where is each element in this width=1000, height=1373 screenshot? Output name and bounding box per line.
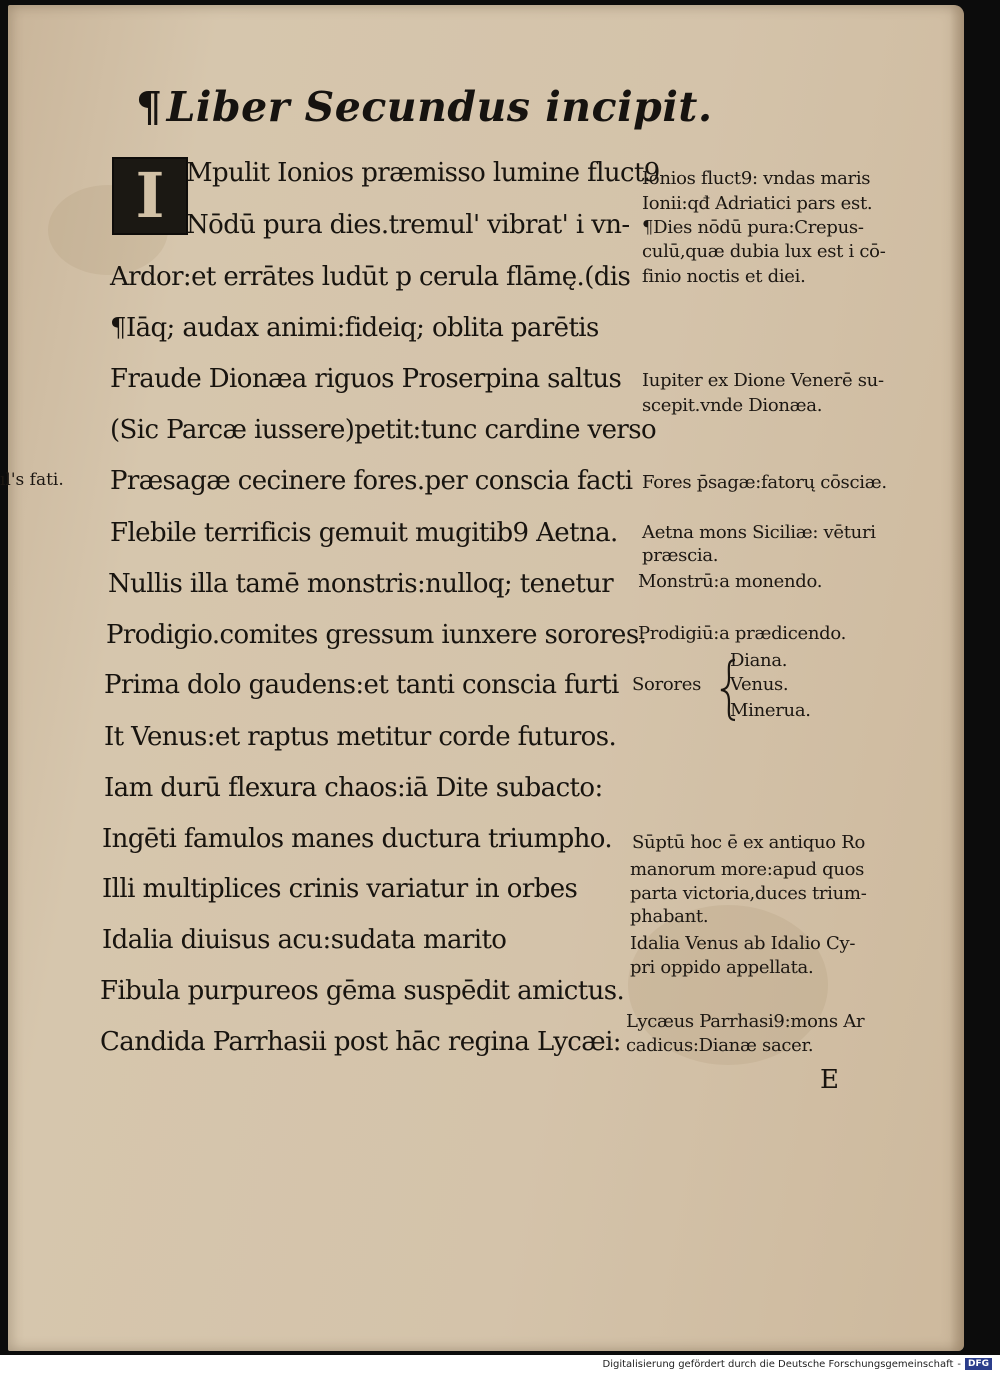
margin-note-line: Minerua. [730, 700, 811, 721]
book-page [8, 5, 964, 1351]
chapter-heading [136, 83, 713, 131]
margin-note-line: Diana. [730, 650, 788, 671]
margin-note-line: Monstrū:a monendo. [638, 571, 823, 592]
verse-line: ¶Iāq; audax animi:fideiq; oblita parētis [110, 313, 599, 343]
verse-line: Fraude Dionæa riguos Proserpina saltus [110, 364, 622, 394]
verse-line: Candida Parrhasii post hāc regina Lycæi: [100, 1027, 621, 1057]
verse-line: Ingēti famulos manes ductura triumpho. [102, 824, 613, 854]
margin-note-line: pri oppido appellata. [630, 957, 814, 978]
verse-line: Ardor:et errātes ludūt p cerula flāmę.(dis [110, 262, 631, 292]
verse-line: Prima dolo gaudens:et tanti conscia furti [104, 670, 619, 700]
margin-note-line: Lycæus Parrhasi9:mons Ar [626, 1011, 865, 1032]
footer-separator: - [957, 1358, 961, 1370]
margin-note-line: Prodigiū:a prædicendo. [638, 623, 847, 644]
margin-note-line: manorum more:apud quos [630, 859, 865, 880]
pilcrow-mark: ¶ [136, 83, 163, 131]
margin-note-line: Sūptū hoc ē ex antiquo Ro [632, 832, 866, 853]
margin-note-line: scepit.vnde Dionæa. [642, 395, 823, 416]
verse-line: Mpulit Ionios præmisso lumine fluct9 [186, 158, 660, 188]
margin-note-line: præscia. [642, 545, 719, 566]
verse-line: Fibula purpureos gēma suspēdit amictus. [100, 976, 625, 1006]
margin-note-line: Aetna mons Siciliæ: vēturi [642, 522, 876, 543]
verse-line: It Venus:et raptus metitur corde futuros. [104, 722, 617, 752]
margin-note-line: Ionios fluct9: vndas maris [642, 168, 871, 189]
margin-note-line: Ionii:qđ Adriatici pars est. [642, 193, 873, 214]
decorated-initial: I [112, 157, 188, 235]
margin-note-line: Fores p̄sagæ:fatorų cōsciæ. [642, 472, 887, 493]
verse-line: Flebile terrificis gemuit mugitib9 Aetna. [110, 518, 618, 548]
verse-line: Præsagæ cecinere fores.per conscia facti [110, 466, 633, 496]
curly-brace-icon [719, 658, 739, 722]
footer-text: Digitalisierung gefördert durch die Deutsche Forschungsgemeinschaft [602, 1358, 954, 1370]
page-edge-shadow [950, 5, 964, 1351]
margin-note-line: Venus. [730, 674, 789, 695]
margin-note-line: cadicus:Dianæ sacer. [626, 1035, 814, 1056]
margin-note-line: culū,quæ dubia lux est i cō- [642, 241, 886, 262]
margin-note-line: Iupiter ex Dione Venerē su- [642, 370, 884, 391]
verse-line: (Sic Parcæ iussere)petit:tunc cardine verso [110, 415, 657, 445]
verse-line: Nullis illa tamē monstris:nulloq; tenetur [108, 569, 614, 599]
dfg-logo: DFG [965, 1358, 992, 1370]
verse-line: Idalia diuisus acu:sudata marito [102, 925, 507, 955]
heading-text: Liber Secundus incipit. [166, 83, 713, 131]
verse-line: Iam durū flexura chaos:iā Dite subacto: [104, 773, 603, 803]
digitization-footer [603, 1357, 992, 1371]
left-margin-fragment: ıl's fati. [0, 470, 64, 490]
margin-note-line: Idalia Venus ab Idalio Cy- [630, 933, 856, 954]
signature-mark: E [820, 1065, 839, 1095]
verse-line: Prodigio.comites gressum iunxere sorores. [106, 620, 647, 650]
verse-line: Nōdū pura dies.tremul' vibrat' i vn- [186, 210, 630, 240]
margin-note-line: ¶Dies nōdū pura:Crepus- [642, 217, 864, 238]
margin-note-line: Sorores [632, 674, 702, 695]
margin-note-line: phabant. [630, 906, 709, 927]
verse-line: Illi multiplices crinis variatur in orbes [102, 874, 578, 904]
margin-note-line: parta victoria,duces trium- [630, 883, 867, 904]
margin-note-line: finio noctis et diei. [642, 266, 806, 287]
